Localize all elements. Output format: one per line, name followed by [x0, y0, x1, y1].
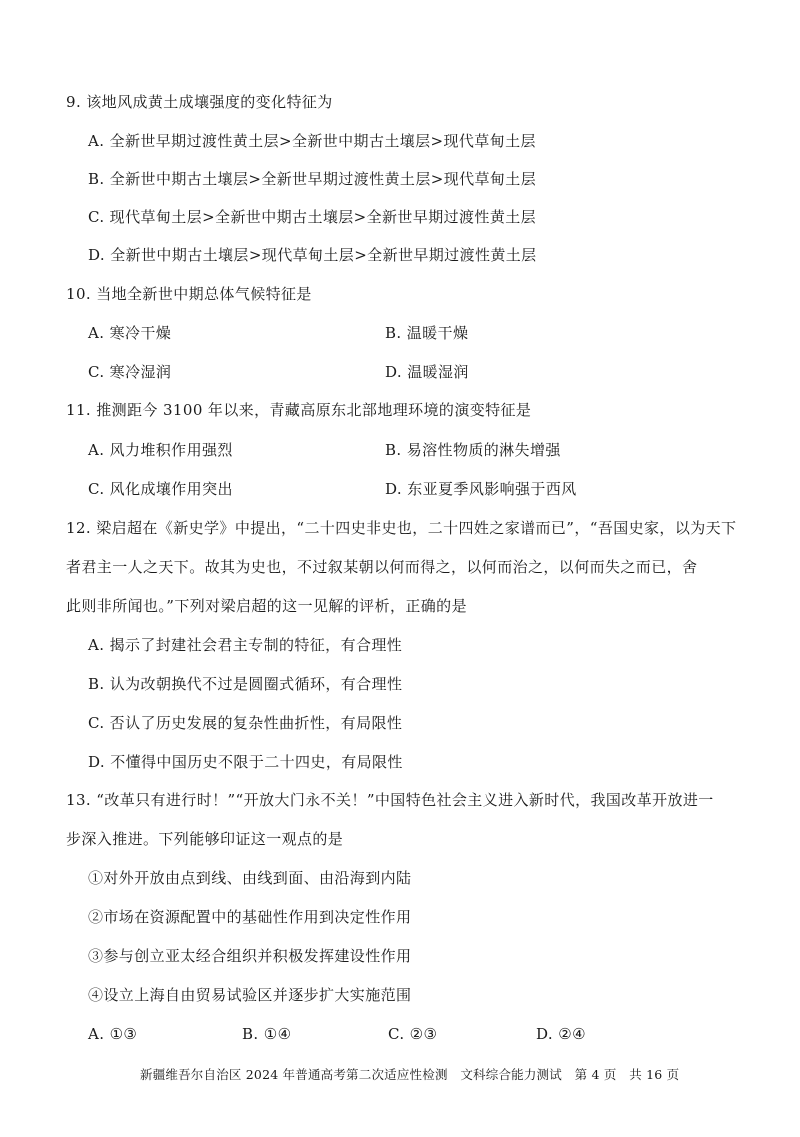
question-11-stem: 11. 推测距今 3100 年以来，青藏高原东北部地理环境的演变特征是	[66, 401, 532, 419]
question-12-option-a: A. 揭示了封建社会君主专制的特征，有合理性	[88, 636, 403, 654]
question-12-option-c: C. 否认了历史发展的复杂性曲折性，有局限性	[88, 714, 403, 732]
question-10-option-c: C. 寒冷湿润	[88, 363, 172, 381]
question-11-option-d: D. 东亚夏季风影响强于西风	[385, 480, 577, 498]
question-13-stem-line-1: 13. “改革只有进行时！”“开放大门永不关！”中国特色社会主义进入新时代，我国改革开放进一	[66, 791, 714, 809]
question-9-option-d: D. 全新世中期古土壤层>现代草甸土层>全新世早期过渡性黄土层	[88, 246, 537, 264]
question-10-stem: 10. 当地全新世中期总体气候特征是	[66, 285, 312, 303]
question-9-option-a: A. 全新世早期过渡性黄土层>全新世中期古土壤层>现代草甸土层	[88, 132, 536, 150]
question-11-option-a: A. 风力堆积作用强烈	[88, 441, 233, 459]
question-13-option-a: A. ①③	[88, 1025, 138, 1043]
question-12-stem-line-2: 者君主一人之天下。故其为史也，不过叙某朝以何而得之，以何而治之，以何而失之而已，舍	[66, 558, 698, 576]
question-9-option-b: B. 全新世中期古土壤层>全新世早期过渡性黄土层>现代草甸土层	[88, 170, 537, 188]
question-11-option-b: B. 易溶性物质的淋失增强	[385, 441, 561, 459]
question-9-stem: 9. 该地风成黄土成壤强度的变化特征为	[66, 93, 333, 111]
question-10-option-b: B. 温暖干燥	[385, 324, 469, 342]
question-13-statement-1: ①对外开放由点到线、由线到面、由沿海到内陆	[88, 869, 412, 887]
page-footer: 新疆维吾尔自治区 2024 年普通高考第二次适应性检测 文科综合能力测试 第 4 页 共 16 页	[140, 1067, 680, 1082]
question-9-option-c: C. 现代草甸土层>全新世中期古土壤层>全新世早期过渡性黄土层	[88, 208, 537, 226]
question-13-statement-2: ②市场在资源配置中的基础性作用到决定性作用	[88, 908, 412, 926]
question-12-stem-line-1: 12. 梁启超在《新史学》中提出，“二十四史非史也，二十四姓之家谱而已”，“吾国史家，以为天下	[66, 519, 737, 537]
question-10-option-d: D. 温暖湿润	[385, 363, 469, 381]
question-12-stem-line-3: 此则非所闻也。”下列对梁启超的这一见解的评析，正确的是	[66, 597, 467, 615]
question-13-option-b: B. ①④	[242, 1025, 292, 1043]
question-10-option-a: A. 寒冷干燥	[88, 324, 172, 342]
question-13-statement-4: ④设立上海自由贸易试验区并逐步扩大实施范围	[88, 986, 412, 1004]
question-12-option-b: B. 认为改朝换代不过是圆圈式循环，有合理性	[88, 675, 403, 693]
question-13-stem-line-2: 步深入推进。下列能够印证这一观点的是	[66, 830, 344, 848]
question-12-option-d: D. 不懂得中国历史不限于二十四史，有局限性	[88, 753, 403, 771]
question-13-statement-3: ③参与创立亚太经合组织并积极发挥建设性作用	[88, 947, 412, 965]
question-11-option-c: C. 风化成壤作用突出	[88, 480, 233, 498]
question-13-option-c: C. ②③	[388, 1025, 438, 1043]
question-13-option-d: D. ②④	[536, 1025, 586, 1043]
